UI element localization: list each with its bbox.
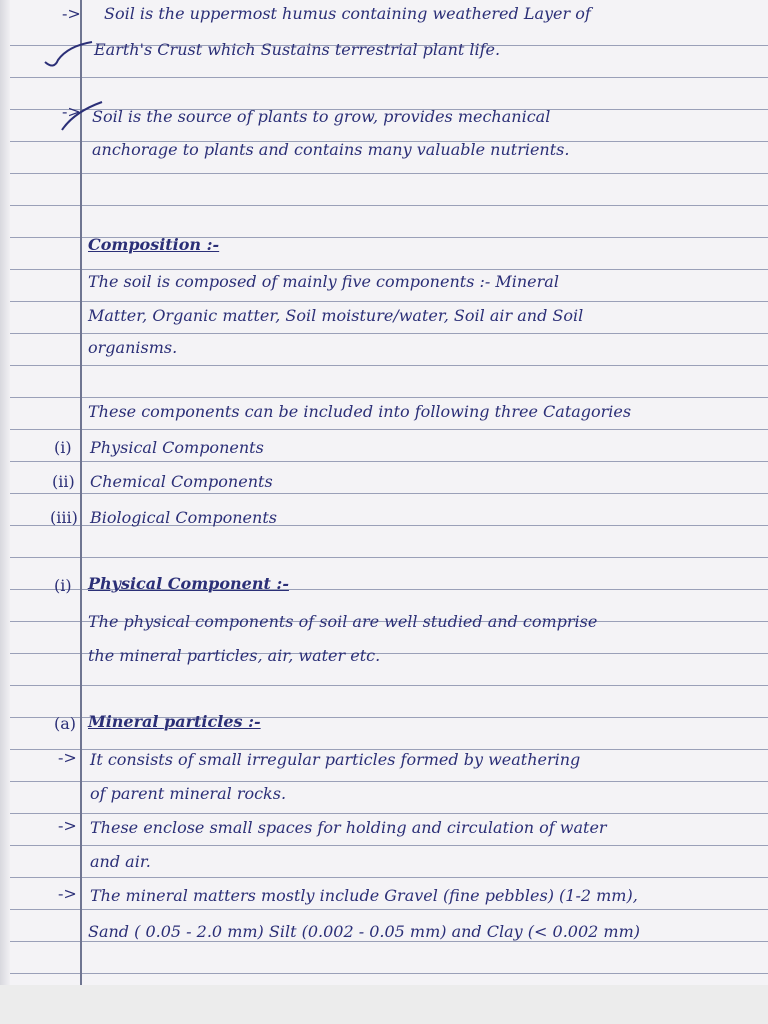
intro-line-2: Earth's Crust which Sustains terrestrial plant life. [94,40,501,59]
mineral-line-2: of parent mineral rocks. [90,784,287,803]
list-marker: (ii) [52,472,75,491]
physical-line-1: The physical components of soil are well studied and comprise [88,612,598,631]
list-marker: (iii) [50,508,78,527]
composition-line-1: The soil is composed of mainly five components :- Mineral [88,272,559,291]
composition-line-4: These components can be included into following three Catagories [88,402,632,421]
arrow-marker: -> [58,884,77,903]
arrow-marker: -> [62,102,81,121]
list-item-physical: Physical Components [90,438,264,457]
mineral-line-6: Sand ( 0.05 - 2.0 mm) Silt (0.002 - 0.05 mm) and Clay (< 0.002 mm) [88,922,640,941]
mineral-line-5: The mineral matters mostly include Gravel (fine pebbles) (1-2 mm), [90,886,638,905]
intro-line-3: Soil is the source of plants to grow, provides mechanical [92,107,551,126]
intro-line-1: Soil is the uppermost humus containing weathered Layer of [104,4,591,23]
composition-line-2: Matter, Organic matter, Soil moisture/water, Soil air and Soil [88,306,584,325]
mineral-line-4: and air. [90,852,151,871]
arrow-marker: -> [58,748,77,767]
list-marker: (i) [54,438,72,457]
section-marker: (i) [54,576,72,595]
intro-line-4: anchorage to plants and contains many valuable nutrients. [92,140,570,159]
mineral-line-3: These enclose small spaces for holding and circulation of water [90,818,607,837]
mineral-line-1: It consists of small irregular particles formed by weathering [90,750,581,769]
section-marker: (a) [54,714,77,733]
arrow-marker: -> [58,816,77,835]
arrow-marker: -> [62,4,81,23]
composition-line-3: organisms. [88,338,178,357]
list-item-biological: Biological Components [90,508,277,527]
physical-heading: Physical Component :- [88,574,289,593]
composition-heading: Composition :- [88,235,220,254]
physical-line-2: the mineral particles, air, water etc. [88,646,381,665]
page-edge [0,0,10,985]
mineral-heading: Mineral particles :- [88,712,261,731]
margin-line [80,0,82,985]
list-item-chemical: Chemical Components [90,472,273,491]
